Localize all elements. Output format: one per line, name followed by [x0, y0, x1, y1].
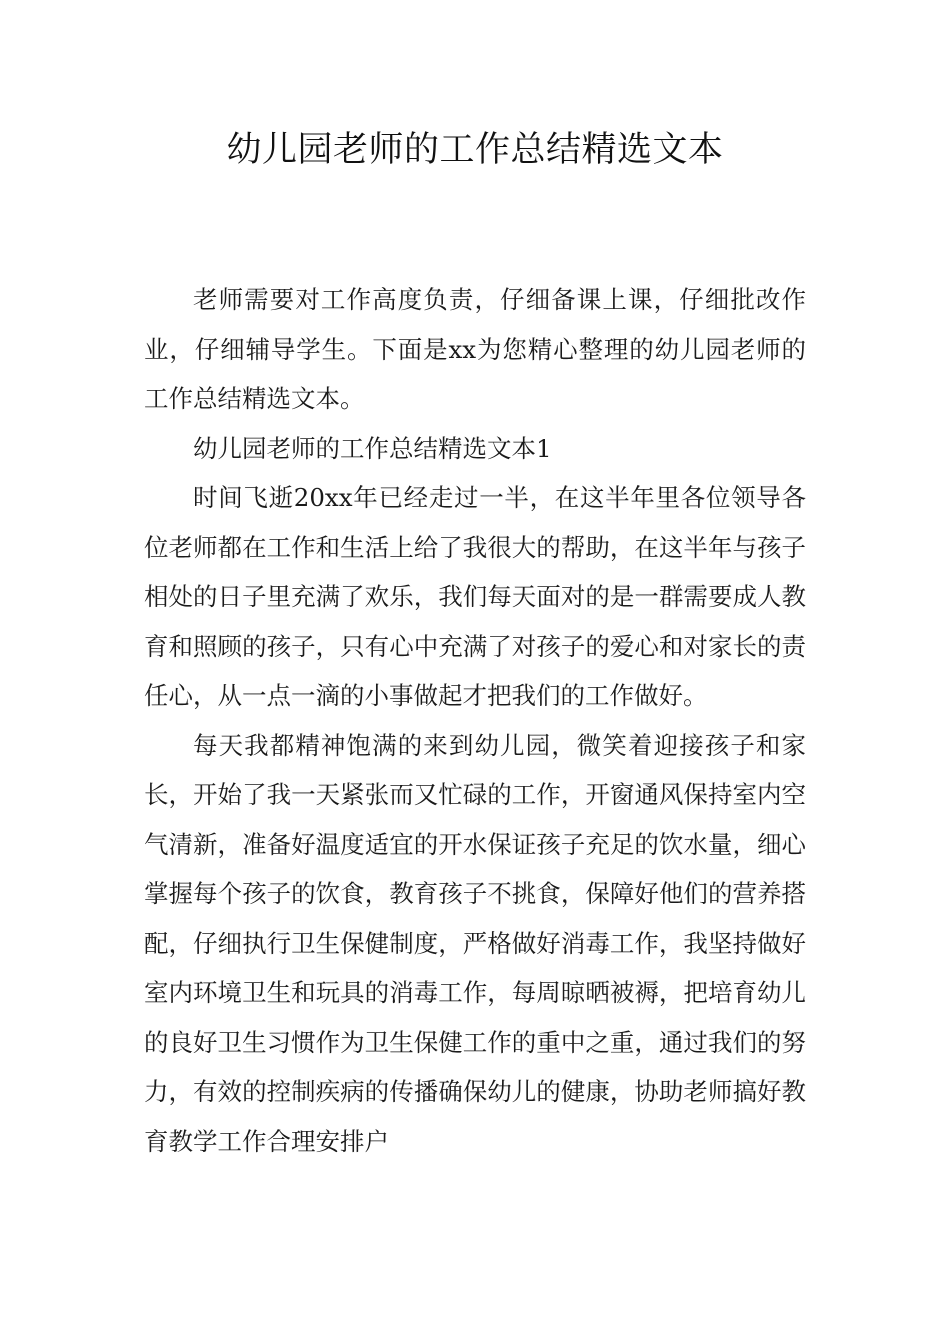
document-title: 幼儿园老师的工作总结精选文本 [226, 130, 724, 170]
paragraph-intro: 老师需要对工作高度负责，仔细备课上课，仔细批改作业，仔细辅导学生。下面是xx为您精心整理的幼儿园老师的工作总结精选文本。 [144, 285, 806, 413]
paragraph-1: 时间飞逝20xx年已经走过一半，在这半年里各位领导各位老师都在工作和生活上给了我很大的帮助，在这半年与孩子相处的日子里充满了欢乐，我们每天面对的是一群需要成人教育和照顾的孩子，只有心中充满了对孩子的爱心和对家长的责任心，从一点一滴的小事做起才把我们的工作做好。 [144, 483, 806, 710]
document-body [144, 275, 806, 1166]
section-heading: 幼儿园老师的工作总结精选文本1 [193, 433, 552, 463]
paragraph-2: 每天我都精神饱满的来到幼儿园，微笑着迎接孩子和家长，开始了我一天紧张而又忙碌的工作，开窗通风保持室内空气清新，准备好温度适宜的开水保证孩子充足的饮水量，细心掌握每个孩子的饮食，教育孩子不挑食，保障好他们的营养搭配，仔细执行卫生保健制度，严格做好消毒工作，我坚持做好室内环境卫生和玩具的消毒工作，每周晾晒被褥，把培育幼儿的良好卫生习惯作为卫生保健工作的重中之重，通过我们的努力，有效的控制疾病的传播确保幼儿的健康，协助老师搞好教育教学工作合理安排户 [144, 730, 806, 1156]
